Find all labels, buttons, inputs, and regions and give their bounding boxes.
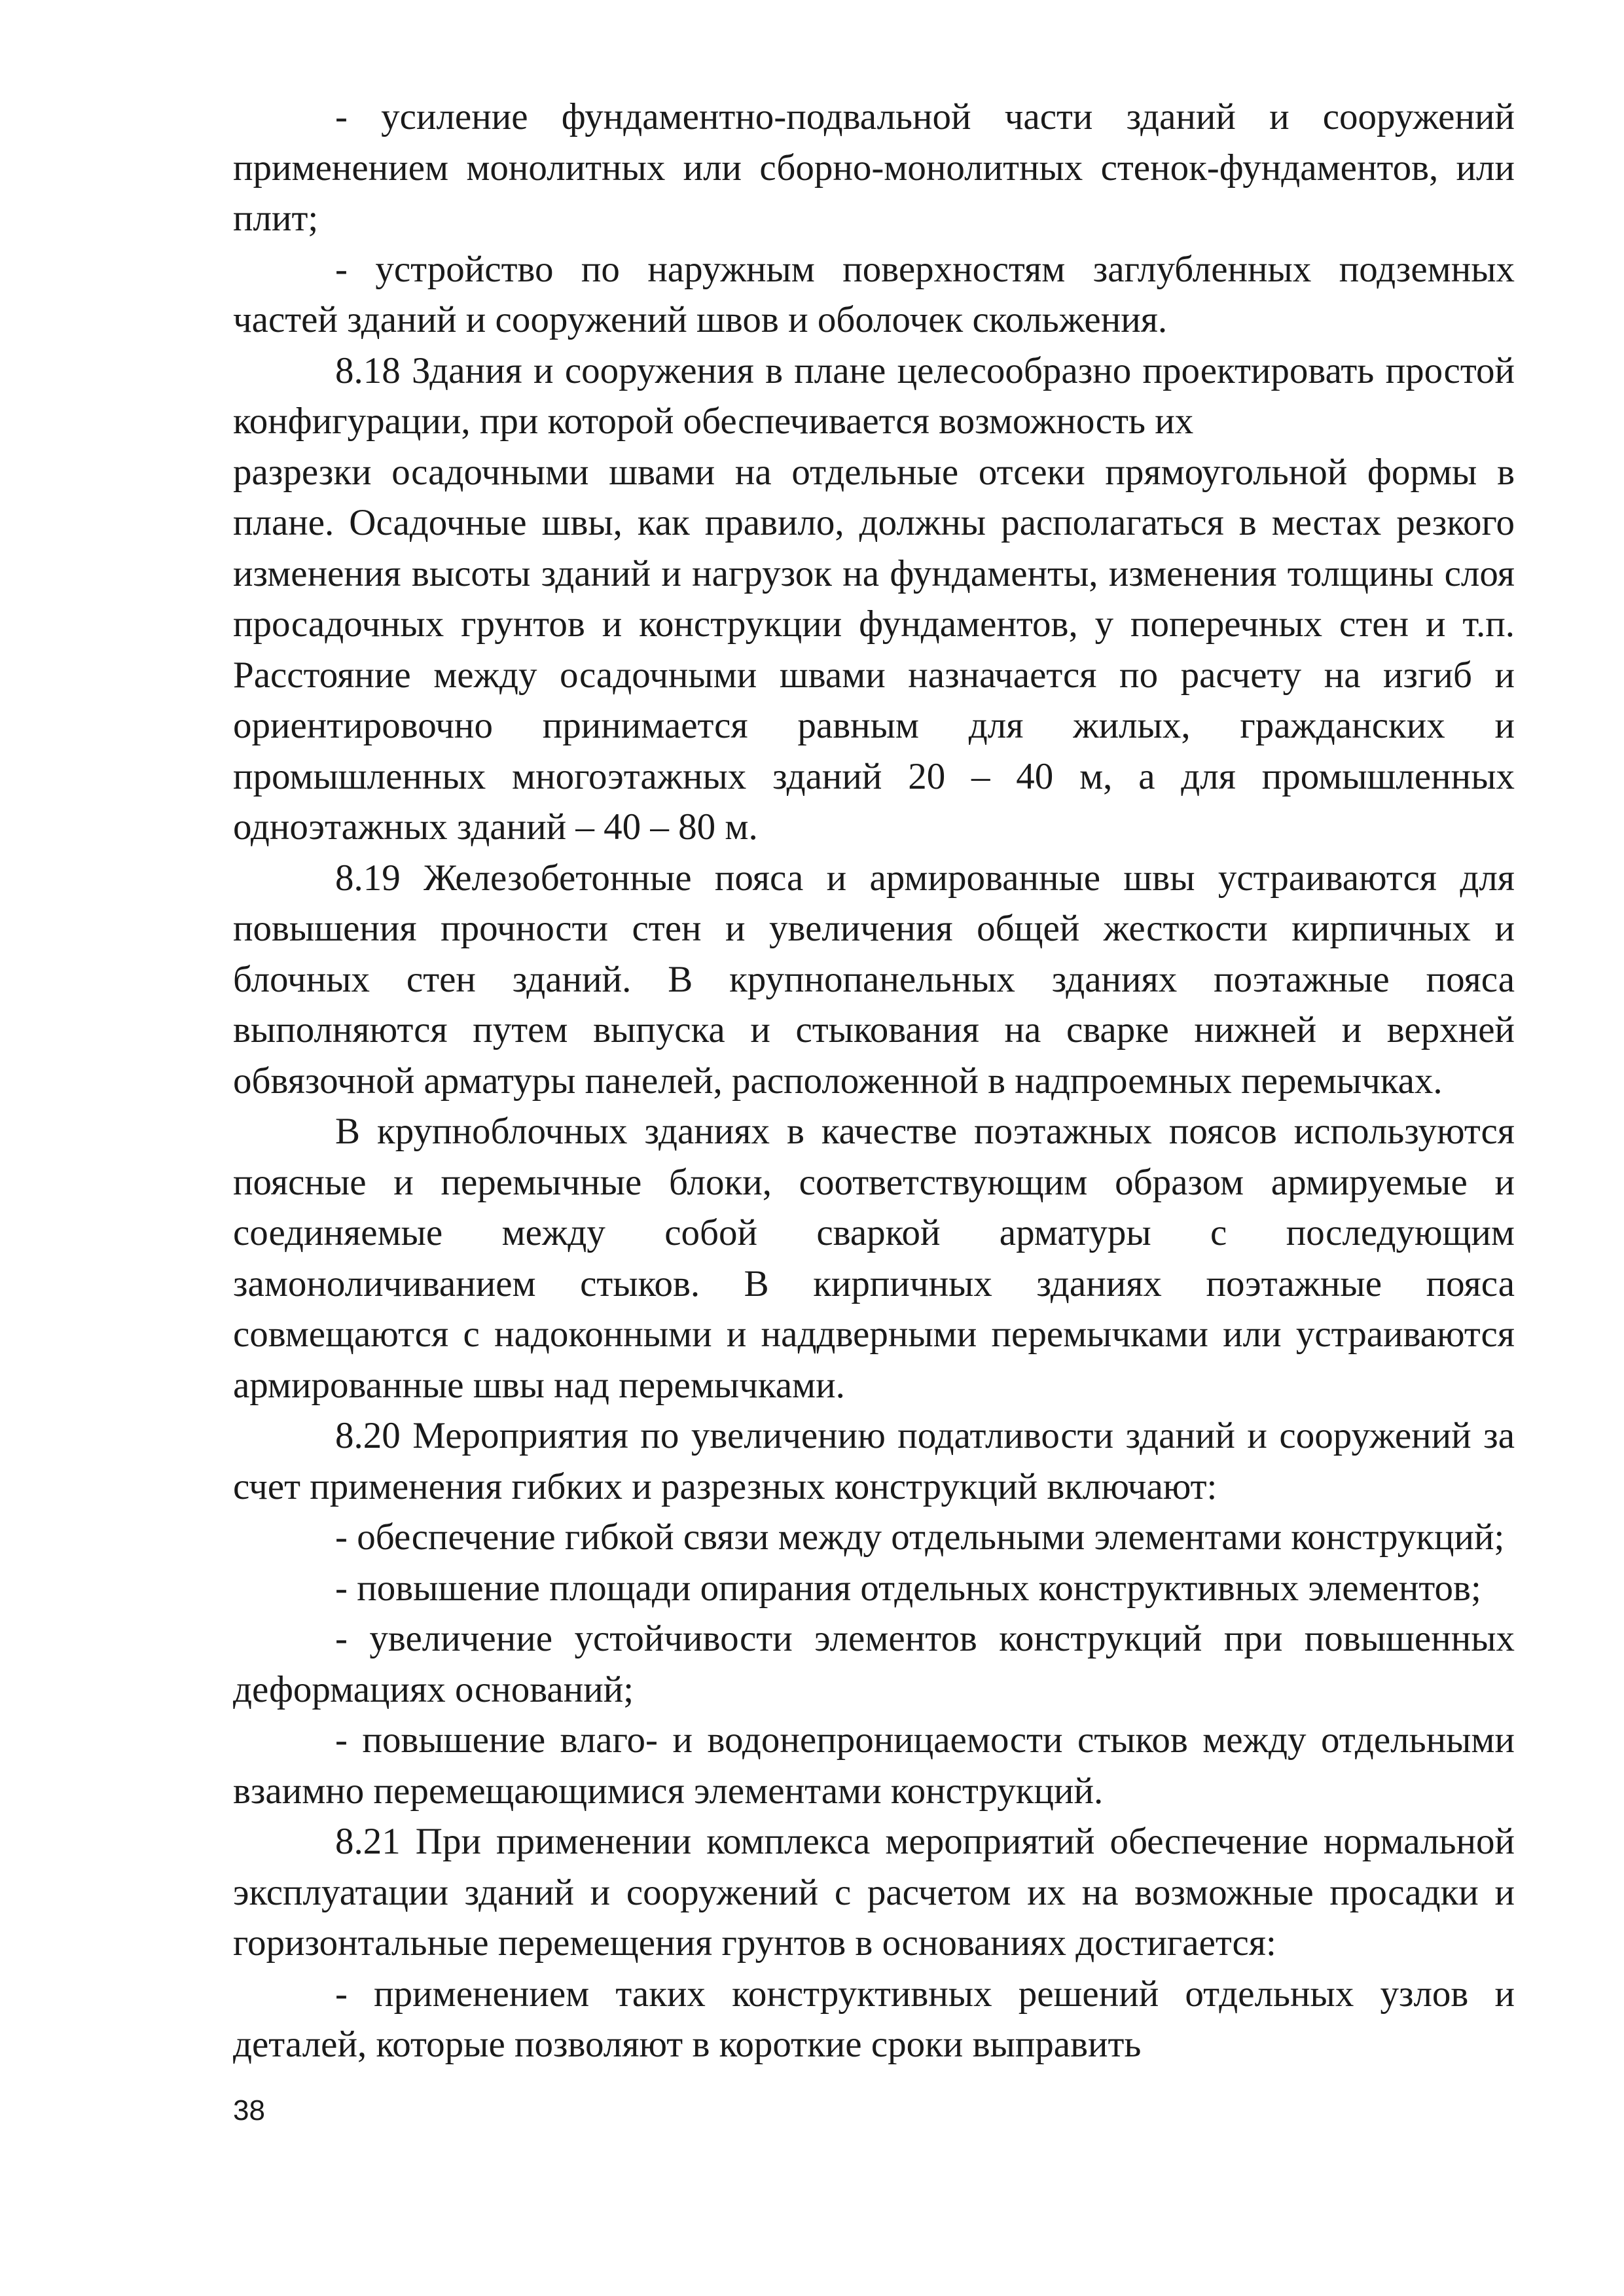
paragraph-8-18-continued: разрезки осадочными швами на отдельные отсеки прямоугольной формы в плане. Осадочные швы, как правило, должны располагаться в местах резкого изменения высоты зданий и нагрузок на фундаменты, изменения толщины слоя просадочных грунтов и конструкции фундаментов, у поперечных стен и т.п. Расстояние между осадочными швами назначается по расчету на изгиб и ориентировочно принимается равным для жилых, гражданских и промышленных многоэтажных зданий 20 – 40 м, а для промышленных одноэтажных зданий – 40 – 80 м. <box>233 451 1515 848</box>
paragraph-bullet-waterproofing: - повышение влаго- и водонепроницаемости стыков между отдельными взаимно перемещающимися элементами конструкций. <box>233 1719 1515 1812</box>
paragraph-bullet-sliding-joints: - устройство по наружным поверхностям заглубленных подземных частей зданий и сооружений швов и оболочек скольжения. <box>233 248 1515 340</box>
paragraph-8-18: 8.18 Здания и сооружения в плане целесообразно проектировать простой конфигурации, при которой обеспечивается возможность их <box>233 350 1515 442</box>
page-number: 38 <box>233 2094 265 2126</box>
paragraph-bullet-bearing-area: - повышение площади опирания отдельных конструктивных элементов; <box>335 1567 1481 1609</box>
paragraph-8-20: 8.20 Мероприятия по увеличению податливости зданий и сооружений за счет применения гибких и разрезных конструкций включают: <box>233 1415 1515 1507</box>
paragraph-8-21: 8.21 При применении комплекса мероприятий обеспечение нормальной эксплуатации зданий и сооружений с расчетом их на возможные просадки и горизонтальные перемещения грунтов в основаниях достигается: <box>233 1821 1515 1964</box>
paragraph-block-buildings: В крупноблочных зданиях в качестве поэтажных поясов используются поясные и перемычные блоки, соответствующим образом армируемые и соединяемые между собой сваркой арматуры с последующим замоноличиванием стыков. В кирпичных зданиях поэтажные пояса совмещаются с надоконными и наддверными перемычками или устраиваются армированные швы над перемычками. <box>233 1111 1515 1406</box>
paragraph-bullet-strengthening: - усиление фундаментно-подвальной части зданий и сооружений применением монолитных или сборно-монолитных стенок-фундаментов, или плит; <box>233 96 1515 239</box>
body-text <box>233 92 1515 2070</box>
paragraph-bullet-stability: - увеличение устойчивости элементов конструкций при повышенных деформациях оснований; <box>233 1618 1515 1710</box>
paragraph-bullet-design-solutions: - применением таких конструктивных решений отдельных узлов и деталей, которые позволяют в короткие сроки выправить <box>233 1973 1515 2065</box>
paragraph-bullet-flexible-link: - обеспечение гибкой связи между отдельными элементами конструкций; <box>335 1516 1505 1558</box>
paragraph-8-19: 8.19 Железобетонные пояса и армированные швы устраиваются для повышения прочности стен и увеличения общей жесткости кирпичных и блочных стен зданий. В крупнопанельных зданиях поэтажные пояса выполняются путем выпуска и стыкования на сварке нижней и верхней обвязочной арматуры панелей, расположенной в надпроемных перемычках. <box>233 857 1515 1102</box>
